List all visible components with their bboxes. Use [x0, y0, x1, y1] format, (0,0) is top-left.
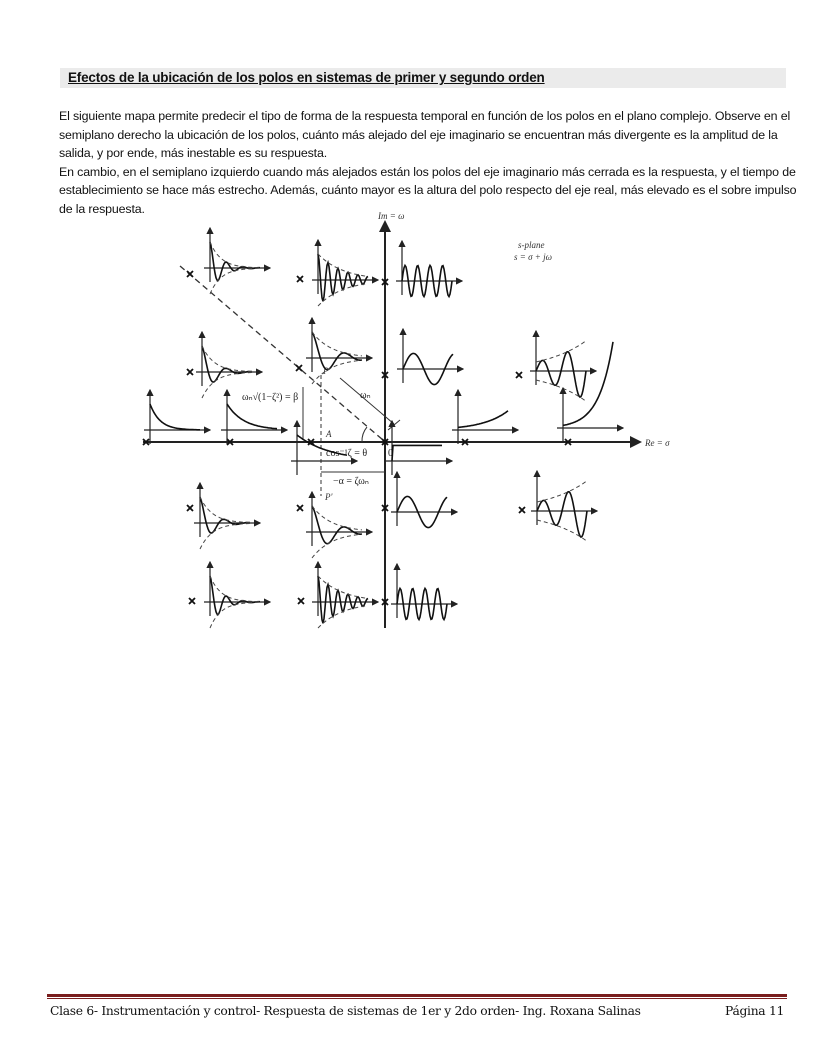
response-envelope	[200, 497, 250, 523]
pole-marker-icon	[516, 372, 522, 378]
response-envelope	[312, 534, 362, 558]
page-number: Página 11	[725, 1004, 784, 1018]
point-a-label: A	[326, 429, 332, 439]
response-envelope	[210, 242, 260, 268]
pole-marker-icon	[187, 369, 193, 375]
pole-p-label: P	[323, 366, 329, 376]
pole-marker-icon	[187, 271, 193, 277]
pole-marker-icon	[189, 598, 195, 604]
omega-n-label: ωₙ	[360, 390, 371, 401]
response-curve	[210, 242, 260, 281]
imag-axis-label: Im = ω	[378, 211, 405, 221]
theta-arc	[362, 427, 367, 442]
plane-title: s-plane	[518, 240, 545, 250]
response-envelope	[312, 360, 362, 384]
response-curve	[200, 497, 250, 533]
response-curve	[537, 492, 587, 537]
footer-text: Clase 6- Instrumentación y control- Respuesta de sistemas de 1er y 2do orden- Ing. Roxana Salinas	[50, 1004, 641, 1018]
pole-marker-icon	[187, 505, 193, 511]
beta-label: ωₙ√(1−ζ²) = β	[242, 392, 299, 403]
response-envelope	[202, 346, 252, 372]
footer-rule	[47, 994, 787, 997]
paragraph-2: En cambio, en el semiplano izquierdo cuando más alejados están los polos del eje imaginario más cerrada es la respuesta, y el tiempo de establecimiento se hace más estrecho. Además, cuánto mayor es la altura del polo respecto del eje real, más elevado es el sobre impulso de la respuesta.	[59, 164, 797, 216]
omega-n-tick	[388, 420, 400, 430]
response-curve	[227, 404, 277, 429]
alpha-label: −α = ζωₙ	[333, 476, 369, 487]
response-envelope	[537, 481, 587, 502]
response-curve	[458, 411, 508, 428]
response-envelope	[536, 380, 586, 401]
response-curve	[392, 445, 442, 461]
paragraph-1: El siguiente mapa permite predecir el tipo de forma de la respuesta temporal en función de los polos en el plano complejo. Observe en el semiplano derecho la ubicación de los polos, cuánto más alejado del eje imaginario se encuentran más divergente es la amplitud de la salida, y por ende, más inestable es su respuesta.	[59, 109, 791, 161]
response-envelope	[210, 602, 260, 628]
response-envelope	[210, 268, 260, 294]
footer-rule-thin	[47, 998, 787, 999]
section-heading: Efectos de la ubicación de los polos en sistemas de primer y segundo orden	[68, 70, 545, 85]
pole-marker-icon	[296, 365, 302, 371]
theta-label: cos⁻¹ζ = θ	[326, 448, 368, 459]
pole-marker-icon	[297, 276, 303, 282]
origin-label: 0	[388, 448, 393, 459]
pole-marker-icon	[519, 507, 525, 513]
pole-marker-icon	[297, 505, 303, 511]
response-curve	[150, 404, 200, 430]
response-curve	[536, 352, 586, 397]
plane-equation: s = σ + jω	[514, 252, 552, 262]
response-envelope	[210, 576, 260, 602]
pole-p-conj-label: P'	[325, 492, 333, 502]
pole-marker-icon	[298, 598, 304, 604]
response-curve	[210, 576, 260, 615]
response-curve	[202, 346, 252, 382]
real-axis-label: Re = σ	[645, 438, 670, 448]
response-envelope	[536, 341, 586, 362]
response-envelope	[537, 520, 587, 541]
